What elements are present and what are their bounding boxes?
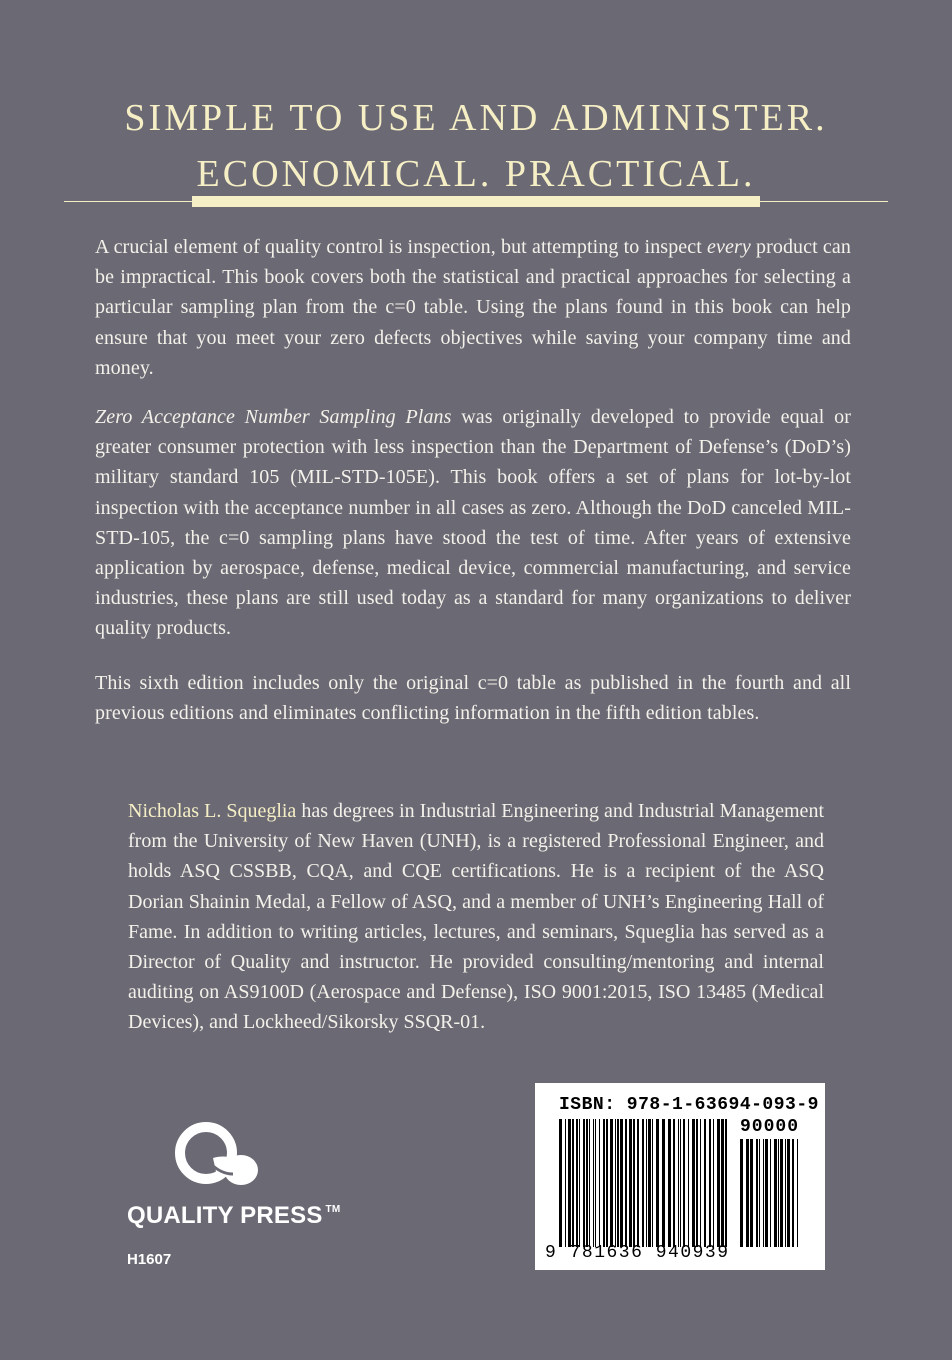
headline-line-1: SIMPLE TO USE AND ADMINISTER.: [124, 97, 828, 139]
divider-bar: [192, 196, 760, 207]
paragraph-intro: A crucial element of quality control is inspection, but attempting to inspect every product can be impractical. This book covers both the statistical and practical approaches for selecting a particular sampling plan from the c=0 table. Using the plans found in this book can help ensure that you meet your zero defects objectives while saving your company time and money.: [95, 236, 851, 379]
paragraph-history: Zero Acceptance Number Sampling Plans was originally developed to provide equal or greater consumer protection with less inspection than the Department of Defense’s (DoD’s) military standard 105 (MIL-STD-105E). This book offers a set of plans for lot-by-lot inspection with the acceptance number in all cases as zero. Although the DoD canceled MIL-STD-105, the c=0 sampling plans have stood the test of time. After years of extensive application by aerospace, defense, medical device, commercial manufacturing, and service industries, these plans are still used today as a standard for many organizations to deliver quality products.: [95, 406, 851, 640]
ean-barcode-bars: [559, 1119, 731, 1247]
ean-number: 9 781636 940939: [545, 1243, 730, 1263]
product-code: H1607: [127, 1251, 172, 1268]
isbn-label: ISBN: 978-1-63694-093-9: [559, 1095, 819, 1115]
addon-barcode-bars: [740, 1139, 802, 1247]
headline: [0, 90, 952, 202]
addon-number: 90000: [740, 1117, 800, 1137]
paragraph-edition: This sixth edition includes only the original c=0 table as published in the fourth and all previous editions and eliminates conflicting information in the fifth edition tables.: [95, 672, 851, 725]
author-bio: Nicholas L. Squeglia has degrees in Industrial Engineering and Industrial Management from the University of New Haven (UNH), is a registered Professional Engineer, and holds ASQ CSSBB, CQA, and CQE certifications. He is a recipient of the ASQ Dorian Shainin Medal, a Fellow of ASQ, and a member of UNH’s Engineering Hall of Fame. In addition to writing articles, lectures, and seminars, Squeglia has served as a Director of Quality and instructor. He provided consulting/mentoring and internal auditing on AS9100D (Aerospace and Defense), ISO 9001:2015, ISO 13485 (Medical Devices), and Lockheed/Sikorsky SSQR-01.: [128, 800, 824, 1034]
isbn-barcode: [535, 1083, 825, 1270]
quality-press-logo-icon: [173, 1120, 263, 1192]
publisher-logo: [127, 1120, 347, 1270]
headline-line-2: ECONOMICAL. PRACTICAL.: [196, 153, 756, 195]
author-name: Nicholas L. Squeglia: [128, 800, 297, 822]
publisher-name: QUALITY PRESS ™: [127, 1202, 341, 1229]
